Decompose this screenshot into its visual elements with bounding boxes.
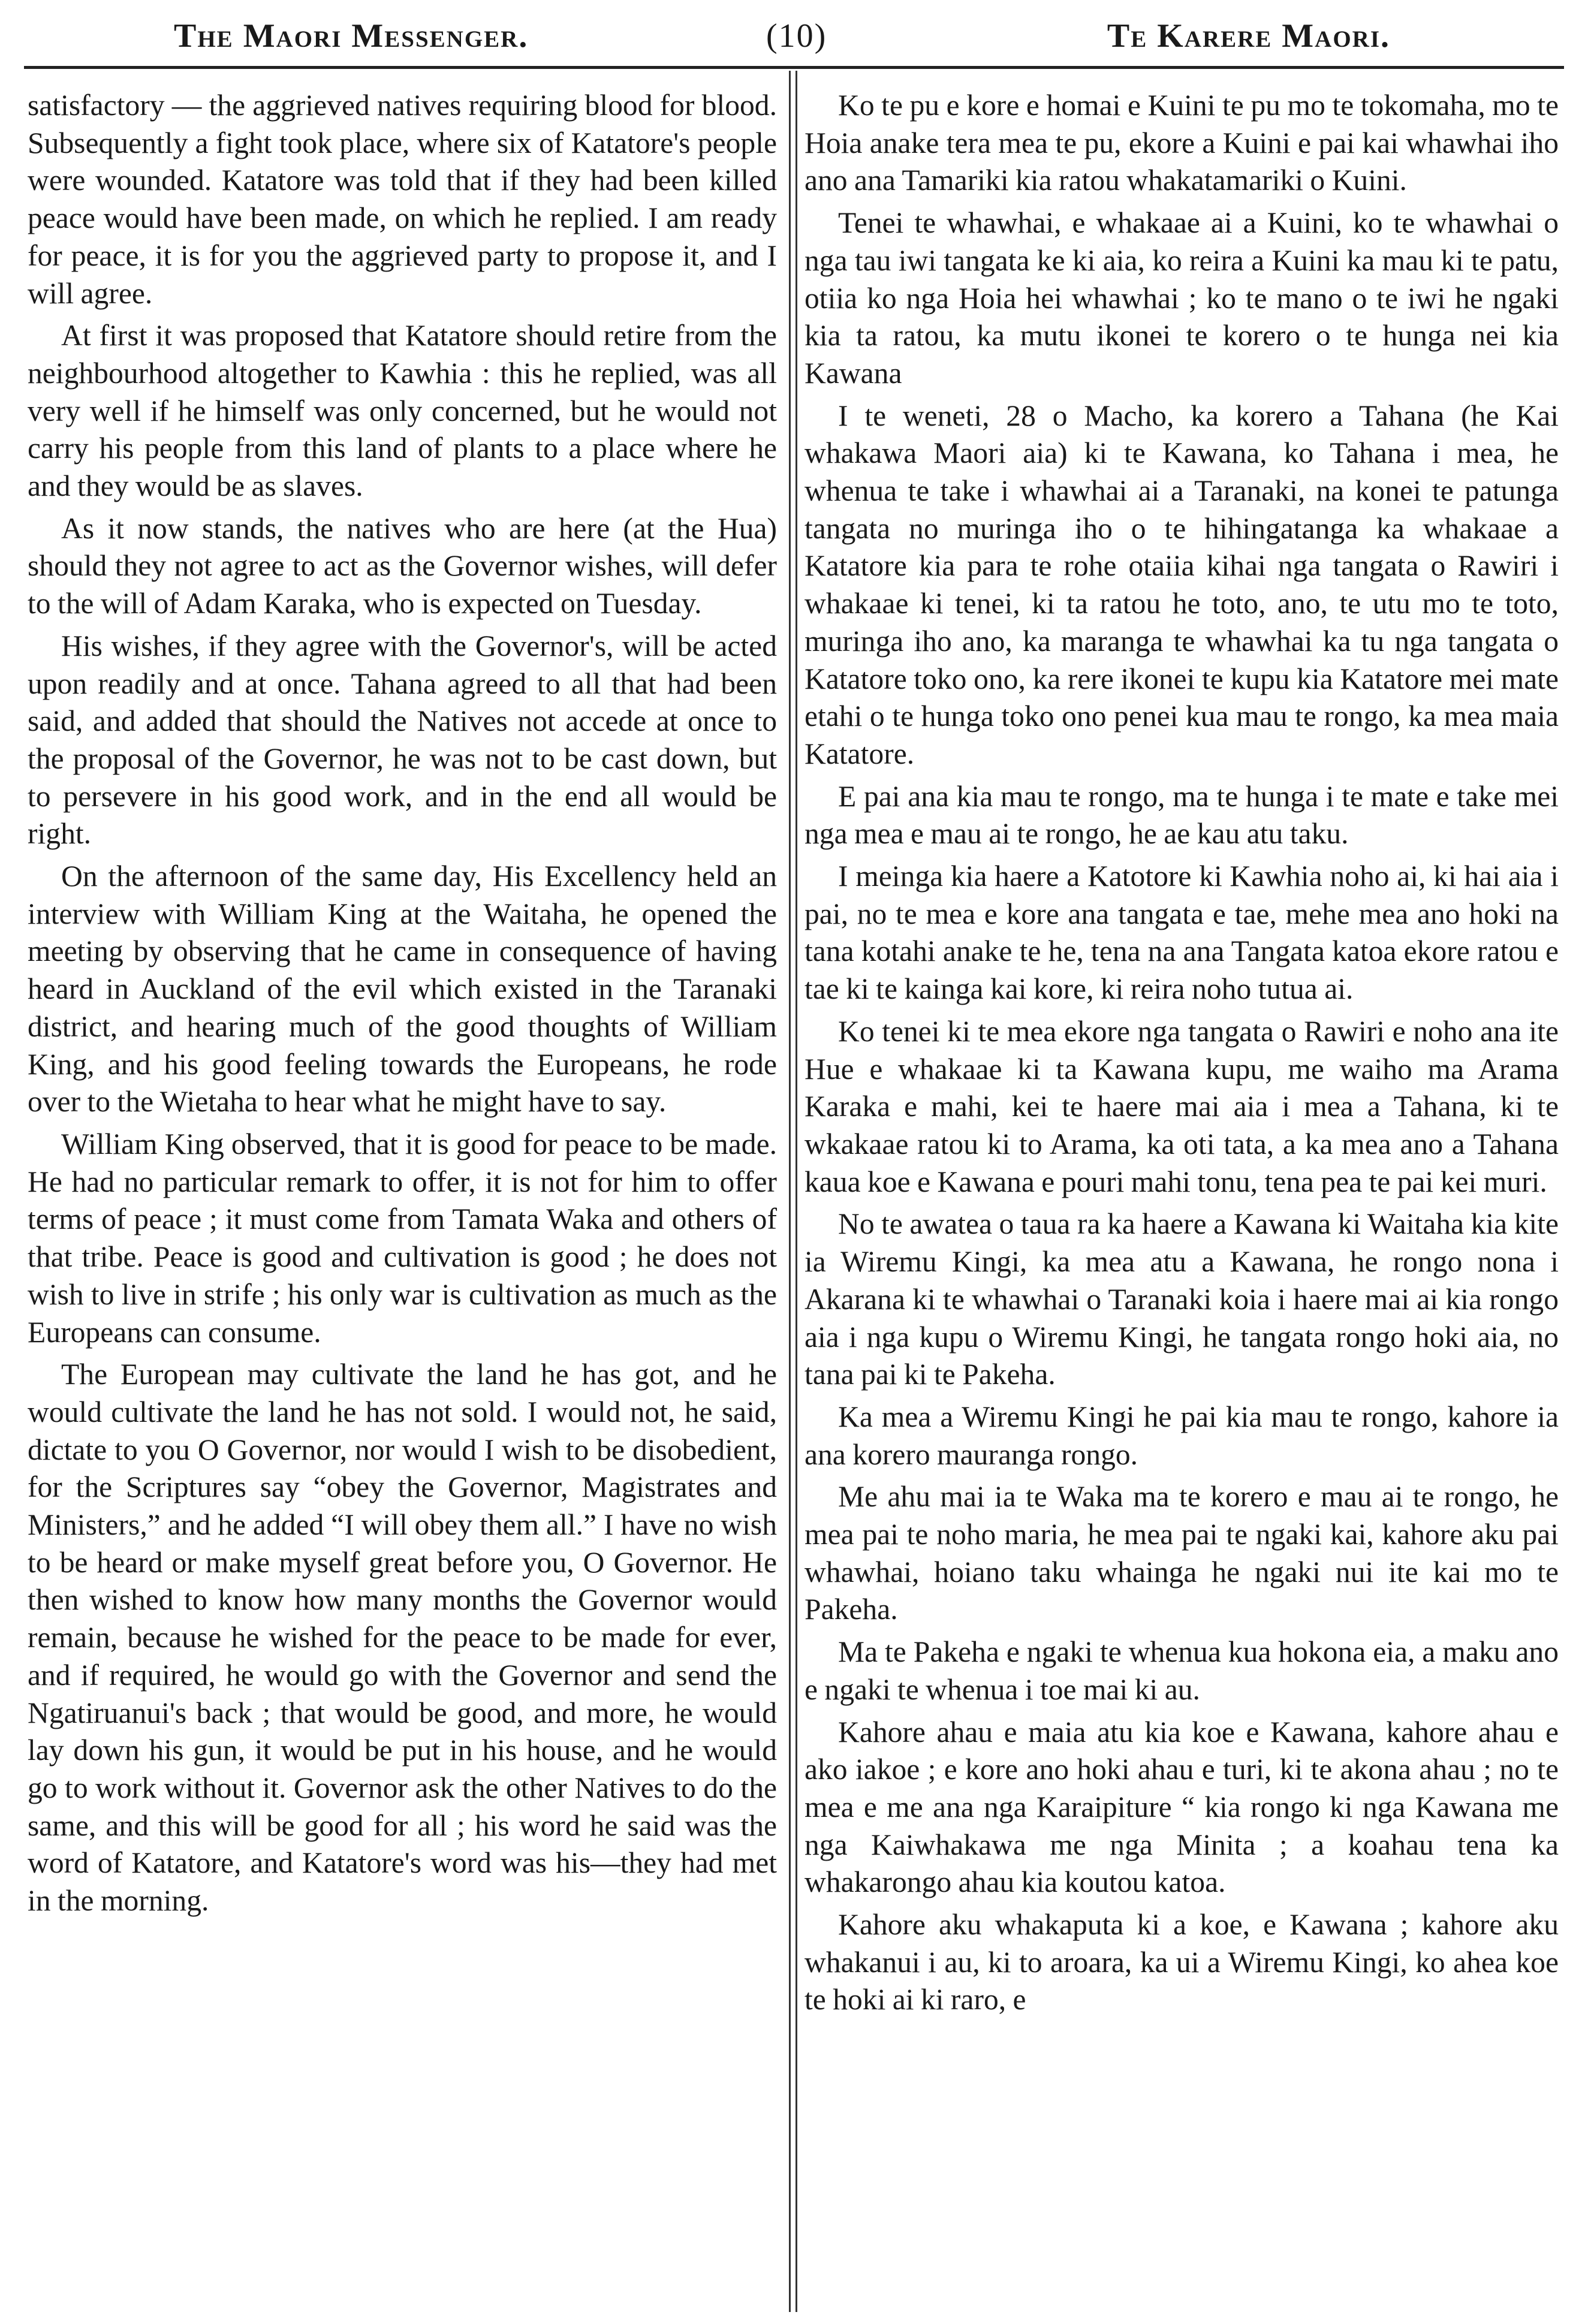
paragraph: Kahore aku whakaputa ki a koe, e Kawana ; kahore aku whakanui i au, ki to aroara, ka ui a Wiremu Kingi, ko ahea koe te hoki ai ki raro, e <box>804 1908 1559 2016</box>
paragraph: satisfactory — the aggrieved natives requiring blood for blood. Subsequently a fight took place, where six of Katatore's people were wounded. Katatore was told that if they had been killed peace would have been made, on which he replied. I am ready for peace, it is for you the aggrieved party to propose it, and I will agree. <box>28 89 777 310</box>
page-number: (10) <box>766 17 827 55</box>
paragraph: The European may cultivate the land he has got, and he would cultivate the land he has not sold. I would not, he said, dictate to you O Governor, nor would I wish to be disobedient, for the Scriptures say “obey the Governor, Magistrates and Ministers,” and he added “I will obey them all.” I have no wish to be heard or make myself great before you, O Governor. He then wished to know how many months the Governor would remain, because he wished for the peace to be made for ever, and if required, he would go with the Governor and send the Ngatiruanui's back ; that would be good, and more, he would lay down his gun, it would be put in his house, and he would go to work without it. Governor ask the other Natives to do the same, and this will be good for all ; his word he said was the word of Katatore, and Katatore's word was his—they had met in the morning. <box>28 1358 777 1918</box>
paragraph: At first it was proposed that Katatore should retire from the neighbourhood altogether to Kawhia : this he replied, was all very well if he himself was only concerned, but he would not carry his people from this land of plants to a place where he and they would be as slaves. <box>28 319 777 503</box>
paragraph: Ka mea a Wiremu Kingi he pai kia mau te rongo, kahore ia ana korero mauranga rongo. <box>804 1400 1559 1471</box>
paragraph: Tenei te whawhai, e whakaae ai a Kuini, ko te whawhai o nga tau iwi tangata ke ki aia, ko reira a Kuini ka mau ki te patu, otiia ko nga Hoia hei whawhai ; ko te mano o te iwi he ngaki kia ta ratou, ka mutu ikonei te korero o te hunga nei kia Kawana <box>804 206 1559 390</box>
paragraph: Ko te pu e kore e homai e Kuini te pu mo te tokomaha, mo te Hoia anake tera mea te pu, ekore a Kuini e pai kai whawhai iho ano ana Tamariki kia ratou whakatamariki o Kuini. <box>804 89 1559 197</box>
page-header <box>24 17 1564 65</box>
paragraph: His wishes, if they agree with the Governor's, will be acted upon readily and at once. Tahana agreed to all that had been said, and added that should the Natives not accede at once to the proposal of the Governor, he was not to be cast down, but to persevere in his good work, and in the end all would be right. <box>28 629 777 851</box>
paragraph: Me ahu mai ia te Waka ma te korero e mau ai te rongo, he mea pai te noho maria, he mea pai te ngaki kai, kahore aku pai whawhai, hoiano taku whainga he ngaki nui ite kai mo te Pakeha. <box>804 1480 1559 1626</box>
paragraph: I te weneti, 28 o Macho, ka korero a Tahana (he Kai whakawa Maori aia) ki te Kawana, ko Tahana i mea, he whenua te take i whawhai ai a Taranaki, na konei te patunga tangata no muringa iho o te hihingatanga ka whakaae a Katatore kia para te rohe otaiia kihai nga tangata o Rawiri i whakaae ki tenei, ki ta ratou he toto, ano, te utu mo te toto, muringa iho ano, ka maranga te whawhai ka tu nga tangata o Katatore toko ono, ka rere ikonei te kupu kia Katatore mei mate etahi o te hunga toko ono penei kua mau te rongo, ka mea maia Katatore. <box>804 399 1559 770</box>
maori-column <box>804 87 1559 2024</box>
paragraph: No te awatea o taua ra ka haere a Kawana ki Waitaha kia kite ia Wiremu Kingi, ka mea atu a Kawana, he rongo nona i Akarana ki te whawhai o Taranaki koia i haere mai ai kia rongo aia i nga kupu o Wiremu Kingi, he tangata rongo hoki aia, no tana pai ki te Pakeha. <box>804 1207 1559 1391</box>
paragraph: I meinga kia haere a Katotore ki Kawhia noho ai, ki hai aia i pai, no te mea e kore ana tangata e tae, mehe mea ano hoki na tana kotahi anake te he, tena na ana Tangata katoa ekore ratou e tae ki te kainga kai kore, ki reira noho tutua ai. <box>804 860 1559 1006</box>
paragraph: On the afternoon of the same day, His Excellency held an interview with William King at the Waitaha, he opened the meeting by observing that he came in consequence of having heard in Auckland of the evil which existed in the Taranaki district, and hearing much of the good thoughts of William King, and his good feeling towards the Europeans, he rode over to the Wietaha to hear what he might have to say. <box>28 860 777 1119</box>
maori-title: Te Karere Maori. <box>1107 17 1390 55</box>
paragraph: Kahore ahau e maia atu kia koe e Kawana, kahore ahau e ako iakoe ; e kore ano hoki ahau e turi, ki te akona ahau ; no te mea e me ana nga Karaipiture “ kia rongo ki nga Kawana me nga Kaiwhakawa me nga Minita ; a koahau tena ka whakarongo ahau kia koutou katoa. <box>804 1715 1559 1899</box>
paragraph: William King observed, that it is good for peace to be made. He had no particular remark to offer, it is not for him to offer terms of peace ; it must come from Tamata Waka and others of that tribe. Peace is good and cultivation is good ; he does not wish to live in strife ; his only war is cultivation as much as the Europeans can consume. <box>28 1127 777 1349</box>
column-divider <box>789 71 797 2312</box>
header-rule <box>24 66 1564 69</box>
paragraph: E pai ana kia mau te rongo, ma te hunga i te mate e take mei nga mea e mau ai te rongo, he ae kau atu taku. <box>804 779 1559 851</box>
paragraph: As it now stands, the natives who are here (at the Hua) should they not agree to act as the Governor wishes, will defer to the will of Adam Karaka, who is expected on Tuesday. <box>28 511 777 620</box>
english-column <box>28 87 777 1925</box>
paragraph: Ko tenei ki te mea ekore nga tangata o Rawiri e noho ana ite Hue e whakaae ki ta Kawana kupu, me waiho ma Arama Karaka e mahi, kei te haere mai aia i mea a Tahana, ki te wkakaae ratou ki to Arama, ka oti tata, a ka mea ano a Tahana kaua koe e Kawana e pouri mahi tonu, tena pea te pai kei muri. <box>804 1014 1559 1198</box>
english-title: The Maori Messenger. <box>174 17 529 55</box>
paragraph: Ma te Pakeha e ngaki te whenua kua hokona eia, a maku ano e ngaki te whenua i toe mai ki au. <box>804 1635 1559 1706</box>
